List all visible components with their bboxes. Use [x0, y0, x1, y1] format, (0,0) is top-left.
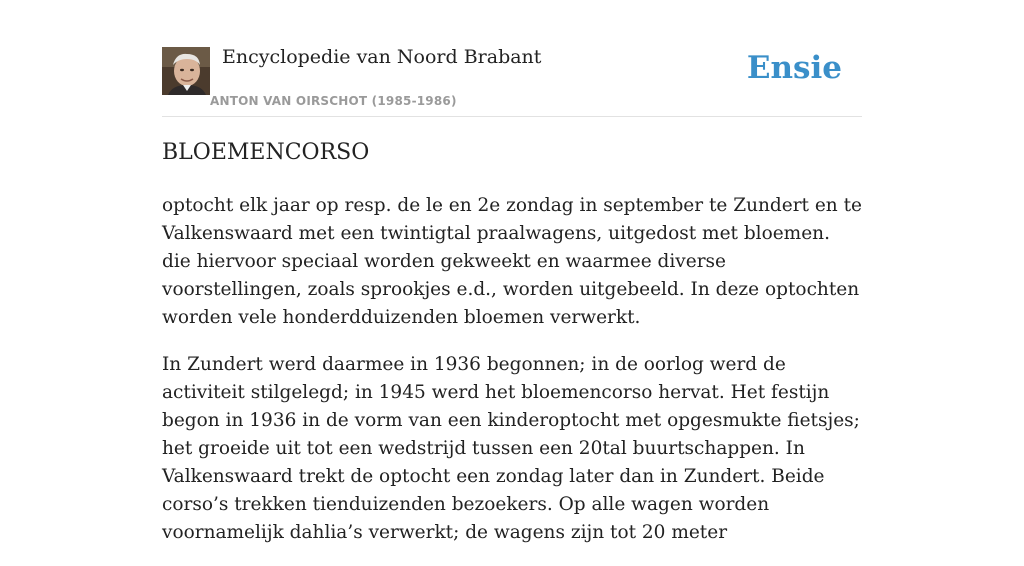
source-header	[162, 0, 862, 117]
article-body	[162, 192, 862, 566]
ensie-logo[interactable]: Ensie	[746, 50, 842, 86]
author-avatar[interactable]	[162, 47, 210, 95]
article-title: BLOEMENCORSO	[162, 140, 370, 165]
article-paragraph: optocht elk jaar op resp. de le en 2e zondag in september te Zundert en te Valkenswaard met een twintigtal praalwagens, uitgedost met bloemen. die hiervoor speciaal worden gekweekt en waarmee diverse voorstellingen, zoals sprookjes e.d., worden uitgebeeld. In deze optochten worden vele honderdduizenden bloemen verwerkt.	[162, 195, 862, 328]
author-portrait-icon	[162, 47, 210, 95]
source-title[interactable]: Encyclopedie van Noord Brabant	[222, 46, 542, 68]
article-paragraph: In Zundert werd daarmee in 1936 begonnen; in de oorlog werd de activiteit stilgelegd; in 1945 werd het bloemencorso hervat. Het festijn begon in 1936 in de vorm van een kinderoptocht met opgesmukte fietsjes; het groeide uit tot een wedstrijd tussen een 20tal buurtschappen. In Valkenswaard trekt de optocht een zondag later dan in Zundert. Beide corso’s trekken tienduizenden bezoekers. Op alle wagen worden voornamelijk dahlia’s verwerkt; de wagens zijn tot 20 meter	[162, 354, 860, 543]
author-name[interactable]: ANTON VAN OIRSCHOT (1985-1986)	[210, 94, 457, 108]
